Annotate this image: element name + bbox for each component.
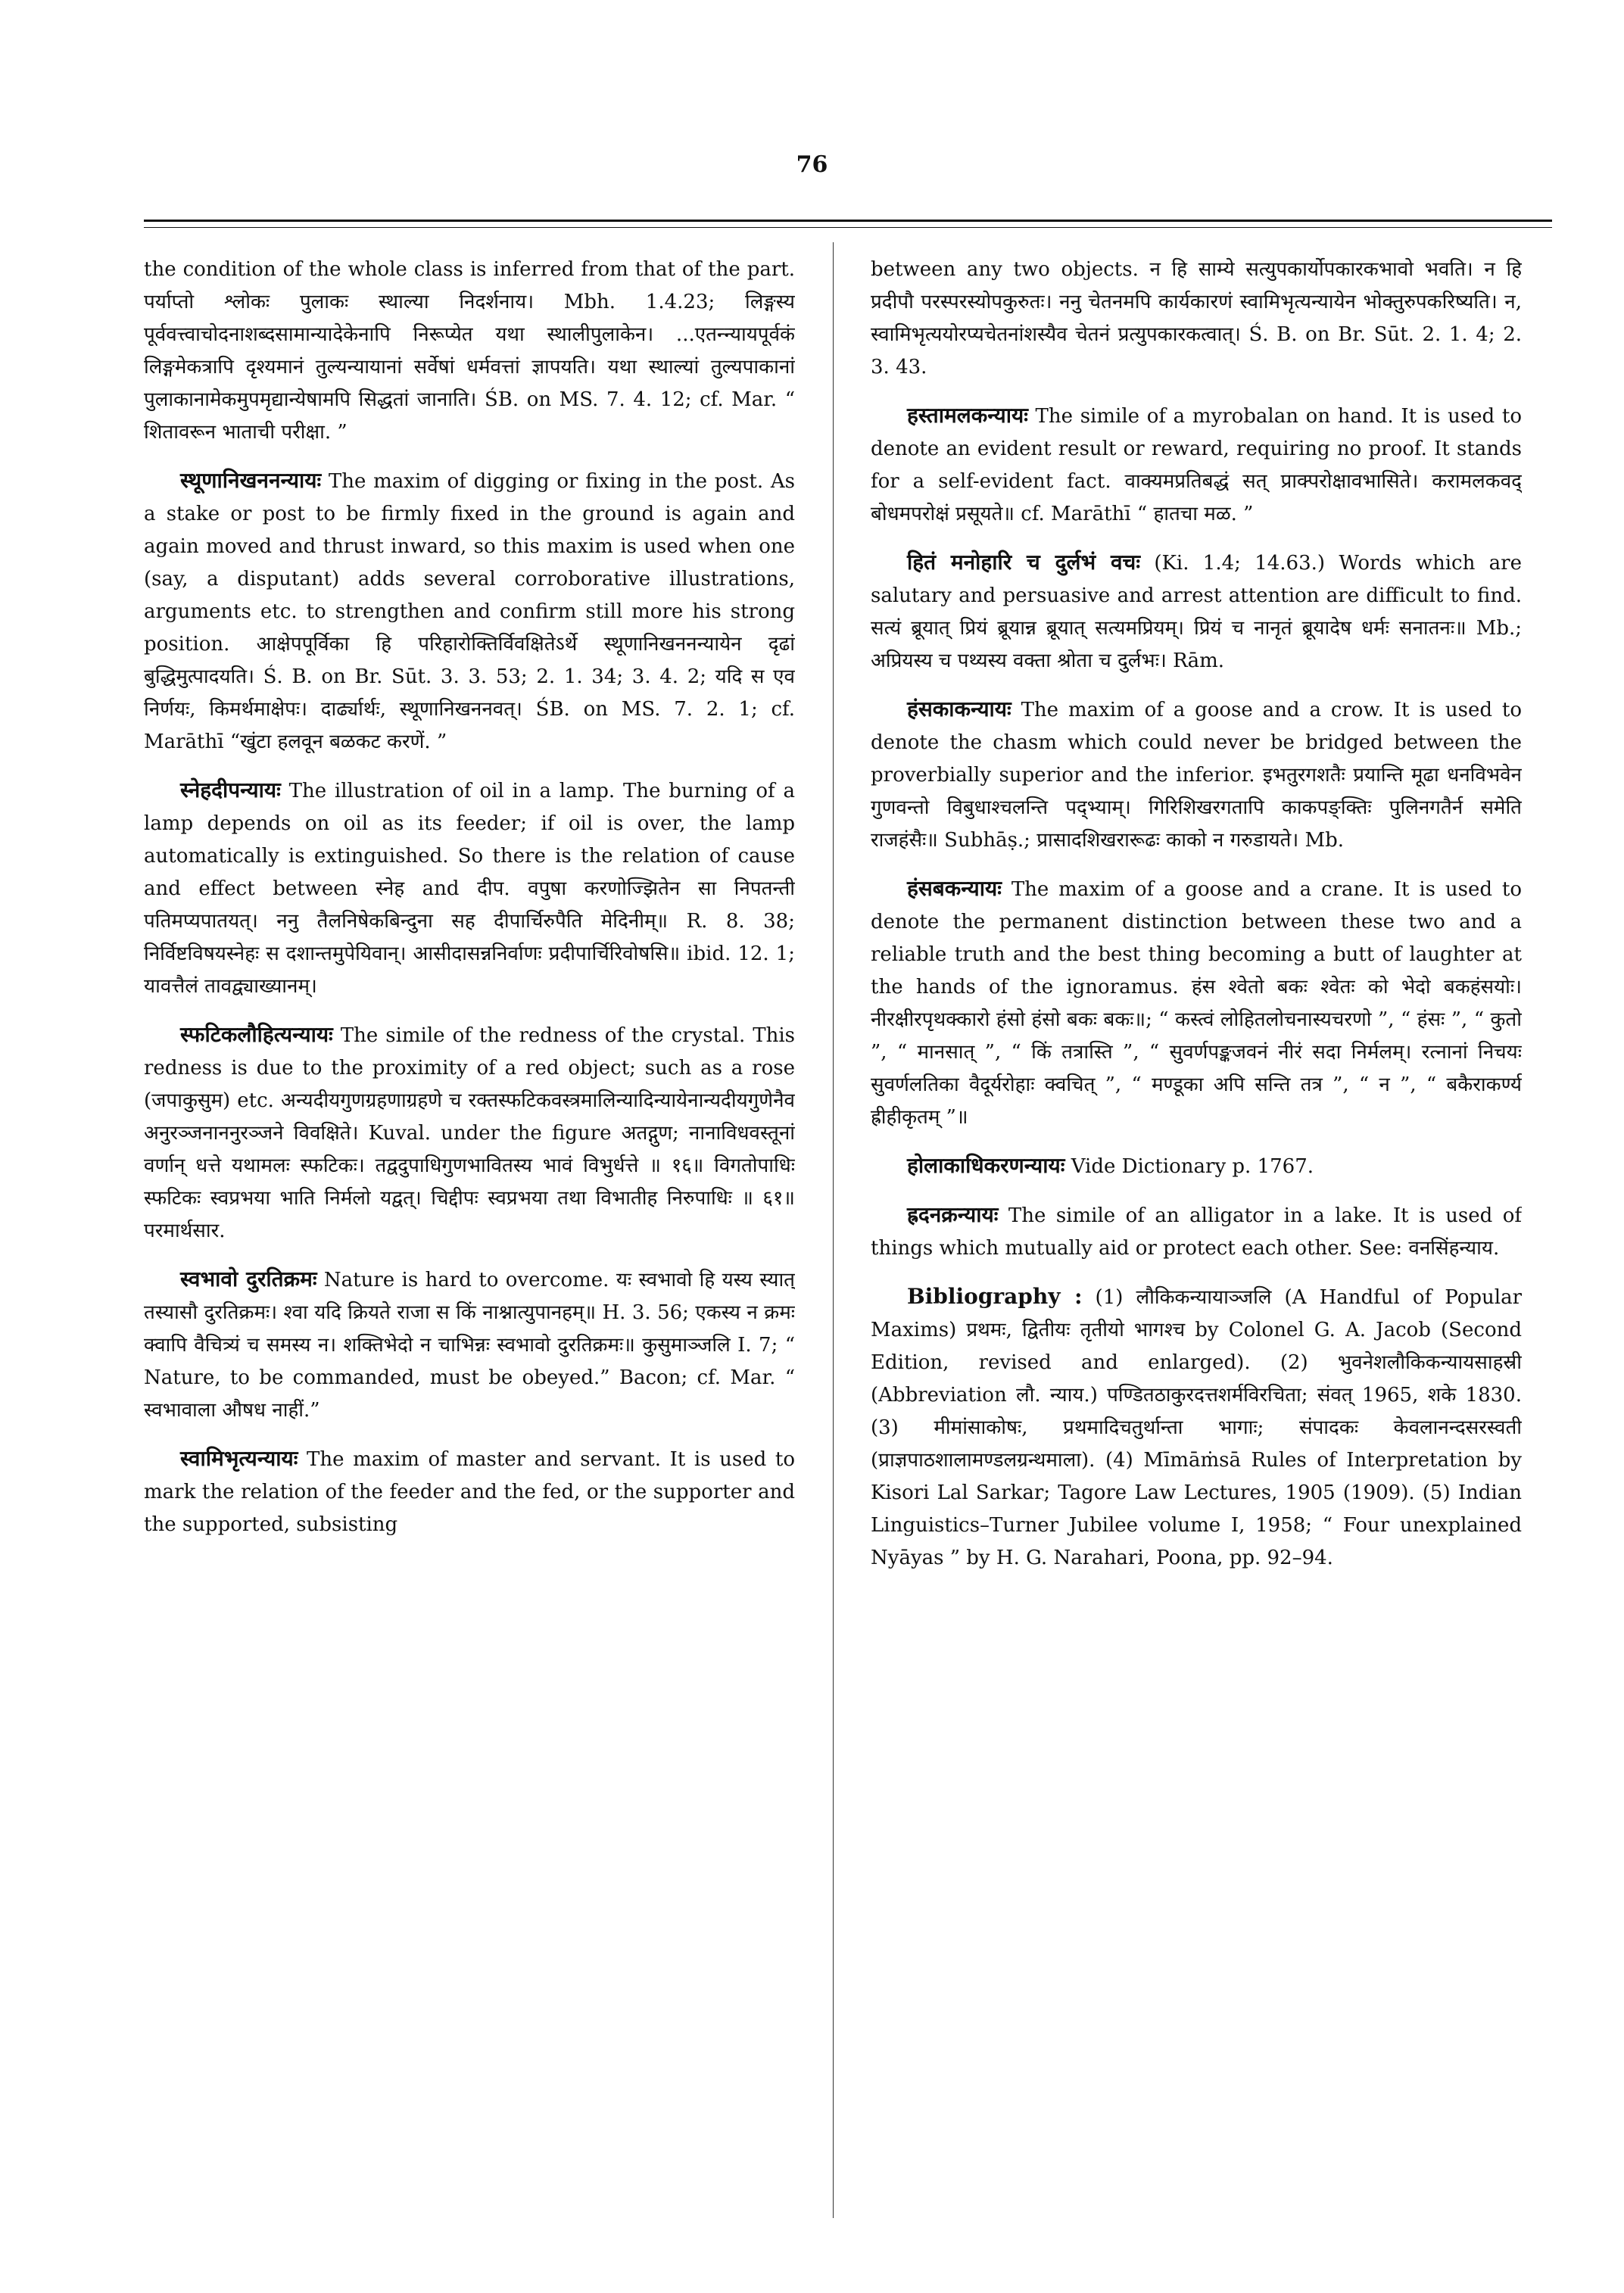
header-rule-thick <box>144 220 1552 222</box>
entry-body: The simile of an alligator in a lake. It is used of things which mutually aid or protect each other. See: वनसिंहन्याय. <box>871 1204 1522 1260</box>
entry-sneha-dipa <box>144 774 795 1003</box>
entry-body: Nature is hard to overcome. यः स्वभावो हि यस्य स्यात् तस्यासौ दुरतिक्रमः। श्वा यदि क्रियते राजा स किं नाश्नात्युपानहम्॥ H. 3. 56; एकस्य न क्रमः क्वापि वैचित्र्यं च समस्य न। शक्तिभेदो न चाभिन्नः स्वभावो दुरतिक्रमः॥ कुसुमाञ्जलि I. 7; “ Nature, to be commanded, must be obeyed.” Bacon; cf. Mar. “ स्वभावाला औषध नाहीं.” <box>144 1269 795 1422</box>
entry-headword: स्वभावो दुरतिक्रमः <box>180 1266 317 1291</box>
entry-headword: ह्रदनक्रन्यायः <box>907 1202 999 1227</box>
entry-body: Vide Dictionary p. 1767. <box>1071 1155 1314 1178</box>
bibliography-body: (1) लौकिकन्यायाञ्जलि (A Handful of Popular Maxims) प्रथमः, द्वितीयः तृतीयो भागश्च by Colonel G. A. Jacob (Second Edition, revised and enlarged). (2) भुवनेशलौकिकन्यायसाहस्री (Abbreviation लौ. न्याय.) पण्डितठाकुरदत्तशर्मविरचिता; संवत् 1965, शके 1830. (3) मीमांसाकोषः, प्रथमादिचतुर्थान्ता भागाः; संपादकः केवलानन्दसरस्वती (प्राज्ञपाठशालामण्डलग्रन्थमाला). (4) Mīmāṁsā Rules of Interpretation by Kisori Lal Sarkar; Tagore Law Lectures, 1905 (1909). (5) Indian Linguistics–Turner Jubilee volume I, 1958; “ Four unexplained Nyāyas ” by H. G. Narahari, Poona, pp. 92–94. <box>871 1286 1522 1569</box>
entry-sthuna-nikhanana <box>144 464 795 759</box>
entry-headword: स्नेहदीपन्यायः <box>180 777 281 802</box>
column-divider <box>833 242 834 2218</box>
bibliography-heading: Bibliography : <box>907 1284 1083 1309</box>
entry-sphatika-lauhitya <box>144 1018 795 1248</box>
entry-body: (Ki. 1.4; 14.63.) Words which are salutary and persuasive and arrest attention are difficult to find. सत्यं ब्रूयात् प्रियं ब्रूयान्न ब्रूयात् सत्यमप्रियम्। प्रियं च नानृतं ब्रूयादेष धर्मः सनातनः॥ Mb.; अप्रियस्य च पथ्यस्य वक्ता श्रोता च दुर्लभः। Rām. <box>871 552 1522 672</box>
entry-hamsa-kaka <box>871 693 1522 857</box>
header-rule-thin <box>144 227 1552 228</box>
entry-headword: होलाकाधिकरणन्यायः <box>907 1153 1065 1178</box>
entry-hastamalaka <box>871 399 1522 531</box>
left-column <box>144 254 795 2207</box>
entry-body: The maxim of digging or fixing in the post. As a stake or post to be firmly fixed in the ground is again and again moved and thrust inward, so this maxim is used when one (say, a disputant) adds several corroborative illustrations, arguments etc. to strengthen and confirm still more his strong position. आक्षेपपूर्विका हि परिहारोक्तिर्विवक्षितेऽर्थे स्थूणानिखननन्यायेन दृढां बुद्धिमुत्पादयति। Ś. B. on Br. Sūt. 3. 3. 53; 2. 1. 34; 3. 4. 2; यदि स एव निर्णयः, किमर्थमाक्षेपः। दार्ढ्यार्थः, स्थूणानिखननवत्। ŚB. on MS. 7. 2. 1; cf. Marāthī “खुंटा हलवून बळकट करणें. ” <box>144 470 795 753</box>
entry-headword: स्फटिकलौहित्यन्यायः <box>180 1022 333 1047</box>
entry-body: The simile of the redness of the crystal. This redness is due to the proximity of a red object; such as a rose (जपाकुसुम) etc. अन्यदीयगुणग्रहणाग्रहणे च रक्तस्फटिकवस्त्रमालिन्यादिन्यायेनान्यदीयगुणेनैव अनुरञ्जनाननुरञ्जने विवक्षिते। Kuval. under the figure अतद्गुण; नानाविधवस्तूनां वर्णान् धत्ते यथामलः स्फटिकः। तद्वदुपाधिगुणभावितस्य भावं विभुर्धत्ते ॥ १६॥ विगतोपाधिः स्फटिकः स्वप्रभया भाति निर्मलो यद्वत्। चिद्दीपः स्वप्रभया तथा विभातीह निरुपाधिः ॥ ६१॥ परमार्थसार. <box>144 1024 795 1242</box>
entry-body: The maxim of master and servant. It is used to mark the relation of the feeder and the fed, or the supporter and the supported, subsisting <box>144 1448 795 1536</box>
entry-hamsa-baka <box>871 872 1522 1134</box>
bibliography <box>871 1280 1522 1575</box>
entry-svabhavo-duratikramah <box>144 1263 795 1427</box>
entry-body: The illustration of oil in a lamp. The burning of a lamp depends on oil as its feeder; if oil is over, the lamp automatically is extinguished. So there is the relation of cause and effect between स्नेह and दीप. वपुषा करणोज्झितेन सा निपतन्ती पतिमप्यपातयत्। ननु तैलनिषेकबिन्दुना सह दीपार्चिरुपैति मेदिनीम्॥ R. 8. 38; निर्विष्टविषयस्नेहः स दशान्तमुपेयिवान्। आसीदासन्ननिर्वाणः प्रदीपार्चिरिवोषसि॥ ibid. 12. 1; यावत्तैलं तावद्व्याख्यानम्। <box>144 780 795 998</box>
entry-body: The maxim of a goose and a crane. It is used to denote the permanent distinction between these two and a reliable truth and the best thing becoming a butt of laughter at the hands of the ignoramus. हंस श्वेतो बकः श्वेतः को भेदो बकहंसयोः। नीरक्षीरपृथक्कारो हंसो हंसो बकः बकः॥; “ कस्त्वं लोहितलोचनास्यचरणो ”, “ हंसः ”, “ कुतो ”, “ मानसात् ”, “ किं तत्रास्ति ”, “ सुवर्णपङ्कजवनं नीरं सदा निर्मलम्। रत्नानां निचयः सुवर्णलतिका वैदूर्यरोहाः क्वचित् ”, “ मण्डूका अपि सन्ति तत्र ”, “ न ”, “ बकैराकर्ण्य ह्रीहीकृतम् ”॥ <box>871 878 1522 1129</box>
entry-svami-bhrtya-continued <box>871 254 1522 384</box>
entry-svami-bhrtya <box>144 1442 795 1541</box>
entry-body: between any two objects. न हि साम्ये सत्युपकार्योपकारकभावो भवति। न हि प्रदीपौ परस्परस्योपकुरुतः। ननु चेतनमपि कार्यकारणं स्वामिभृत्यन्यायेन भोक्तुरुपकरिष्यति। न, स्वामिभृत्ययोरप्यचेतनांशस्यैव चेतनं प्रत्युपकारकत्वात्। Ś. B. on Br. Sūt. 2. 1. 4; 2. 3. 43. <box>871 258 1522 379</box>
entry-hrada-nakra <box>871 1198 1522 1265</box>
entry-body: the condition of the whole class is inferred from that of the part. पर्याप्तो श्लोकः पुलाकः स्थाल्या निदर्शनाय। Mbh. 1.4.23; लिङ्गस्य पूर्ववत्त्वाचोदनाशब्दसामान्यादेकेनापि निरूप्येत यथा स्थालीपुलाकेन। ...एतन्न्यायपूर्वकं लिङ्गमेकत्रापि दृश्यमानं तुल्यन्यायानां सर्वेषां धर्मवत्तां ज्ञापयति। यथा स्थाल्यां तुल्यपाकानां पुलाकानामेकमुपमृद्यान्येषामपि सिद्धतां जानाति। ŚB. on MS. 7. 4. 12; cf. Mar. “ शितावरून भाताची परीक्षा. ” <box>144 258 795 444</box>
entry-headword: हंसकाकन्यायः <box>907 696 1011 721</box>
entry-headword: हस्तामलकन्यायः <box>907 403 1028 428</box>
entry-headword: हितं मनोहारि च दुर्लभं वचः <box>907 550 1140 575</box>
entry-hitam-manohari <box>871 546 1522 678</box>
entry-headword: स्वामिभृत्यन्यायः <box>180 1446 298 1471</box>
right-column <box>871 254 1522 2207</box>
entry-body: The simile of a myrobalan on hand. It is used to denote an evident result or reward, requiring no proof. It stands for a self-evident fact. वाक्यमप्रतिबद्धं सत् प्राक्परोक्षावभासिते। करामलकवद् बोधमपरोक्षं प्रसूयते॥ cf. Marāthī “ हातचा मळ. ” <box>871 405 1522 525</box>
entry-sthali-pulaka-continued <box>144 254 795 449</box>
entry-headword: हंसबकन्यायः <box>907 876 1002 901</box>
entry-holaka-adhikarana <box>871 1149 1522 1183</box>
entry-body: The maxim of a goose and a crow. It is used to denote the chasm which could never be bridged between the proverbially superior and the inferior. इभतुरगशतैः प्रयान्ति मूढा धनविभवेन गुणवन्तो विबुधाश्चलन्ति पद्भ्याम्। गिरिशिखरगतापि काकपङ्क्तिः पुलिनगतैर्न समेति राजहंसैः॥ Subhāṣ.; प्रासादशिखरारूढः काको न गरुडायते। Mb. <box>871 699 1522 852</box>
entry-headword: स्थूणानिखननन्यायः <box>180 468 322 493</box>
page-number: 76 <box>796 151 828 178</box>
